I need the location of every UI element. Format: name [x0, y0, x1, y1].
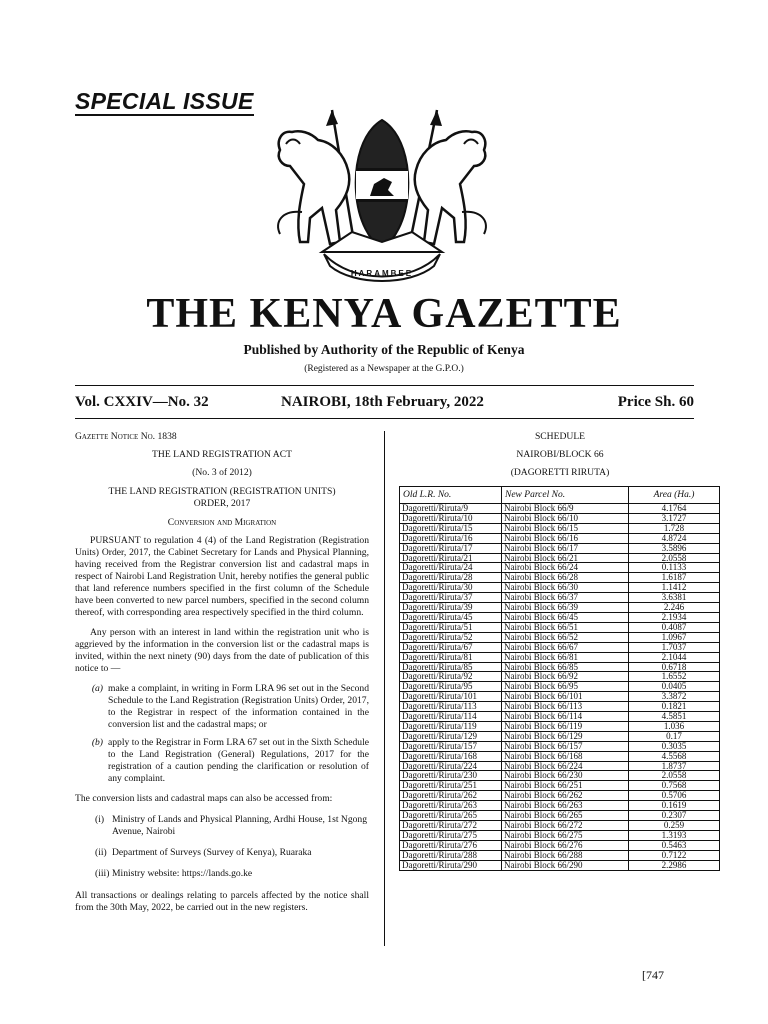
old-lr-cell: Dagoretti/Riruta/129 — [400, 731, 502, 741]
old-lr-cell: Dagoretti/Riruta/119 — [400, 721, 502, 731]
new-parcel-cell: Nairobi Block 66/37 — [502, 593, 629, 603]
area-cell: 0.1619 — [629, 801, 720, 811]
list-text: Ministry of Lands and Physical Planning, Ardhi House, 1st Ngong Avenue, Nairobi — [112, 814, 368, 837]
schedule-title: SCHEDULE — [534, 431, 586, 442]
new-parcel-cell: Nairobi Block 66/92 — [502, 672, 629, 682]
new-parcel-cell: Nairobi Block 66/16 — [502, 533, 629, 543]
closing-paragraph: All transactions or dealings relating to parcels affected by the notice shall from the 30th May, 2022, be carried out in the new registers. — [75, 890, 369, 913]
item-text: make a complaint, in writing in Form LRA 96 set out in the Second Schedule to the Land Registration (Registration Units) Order, 2017, to the Registrar in respect of the information contained in the conversion list and the cadastral maps; or — [108, 683, 369, 730]
area-cell: 0.5463 — [629, 840, 720, 850]
area-cell: 2.1044 — [629, 652, 720, 662]
item-label: (a) — [91, 683, 103, 694]
new-parcel-cell: Nairobi Block 66/114 — [502, 712, 629, 722]
old-lr-cell: Dagoretti/Riruta/265 — [400, 811, 502, 821]
area-cell: 0.6718 — [629, 662, 720, 672]
item-label: (b) — [91, 737, 103, 748]
item-text: apply to the Registrar in Form LRA 67 set out in the Sixth Schedule to the Land Registration (General) Regulations, 2017 for the registration of a caution pending the clarification or resolution of any complaint. — [108, 737, 369, 784]
table-row — [400, 712, 720, 722]
old-lr-cell: Dagoretti/Riruta/230 — [400, 771, 502, 781]
access-item-iii — [75, 868, 369, 880]
place-date: NAIROBI, 18th February, 2022 — [281, 394, 484, 410]
masthead-rule-bottom — [75, 418, 694, 419]
new-parcel-cell: Nairobi Block 66/113 — [502, 702, 629, 712]
column-divider — [384, 431, 385, 946]
area-cell: 2.1934 — [629, 612, 720, 622]
table-row — [400, 781, 720, 791]
table-row — [400, 563, 720, 573]
old-lr-cell: Dagoretti/Riruta/81 — [400, 652, 502, 662]
new-parcel-cell: Nairobi Block 66/230 — [502, 771, 629, 781]
area-cell: 1.6552 — [629, 672, 720, 682]
column-header: New Parcel No. — [502, 487, 629, 504]
masthead-rule-top — [75, 385, 694, 386]
new-parcel-cell: Nairobi Block 66/129 — [502, 731, 629, 741]
new-parcel-cell: Nairobi Block 66/30 — [502, 583, 629, 593]
old-lr-cell: Dagoretti/Riruta/30 — [400, 583, 502, 593]
old-lr-cell: Dagoretti/Riruta/52 — [400, 632, 502, 642]
order-title: THE LAND REGISTRATION (REGISTRATION UNITS) ORDER, 2017 — [108, 486, 336, 509]
table-row — [400, 622, 720, 632]
new-parcel-cell: Nairobi Block 66/101 — [502, 692, 629, 702]
old-lr-cell: Dagoretti/Riruta/67 — [400, 642, 502, 652]
area-cell: 1.0967 — [629, 632, 720, 642]
notice-paragraph-1: PURSUANT to regulation 4 (4) of the Land Registration (Registration Units) Order, 2017, the Cabinet Secretary for Lands and Physical Planning, having received from the Registrar conversion list and cadastral maps in respect of Nairobi Land Registration Unit, hereby notifies the general public that land reference numbers specified in the first column of the Schedule have been converted to new parcel numbers, specified in the second column thereof, with corresponding area respectively specified in the third column. — [75, 535, 369, 618]
new-parcel-cell: Nairobi Block 66/95 — [502, 682, 629, 692]
area-cell: 2.246 — [629, 603, 720, 613]
old-lr-cell: Dagoretti/Riruta/251 — [400, 781, 502, 791]
area-cell: 0.259 — [629, 821, 720, 831]
table-row — [400, 573, 720, 583]
table-row — [400, 553, 720, 563]
new-parcel-cell: Nairobi Block 66/276 — [502, 840, 629, 850]
old-lr-cell: Dagoretti/Riruta/9 — [400, 504, 502, 514]
area-cell: 1.6187 — [629, 573, 720, 583]
old-lr-cell: Dagoretti/Riruta/39 — [400, 603, 502, 613]
table-header-row — [400, 487, 720, 504]
new-parcel-cell: Nairobi Block 66/39 — [502, 603, 629, 613]
area-cell: 0.3035 — [629, 741, 720, 751]
table-row — [400, 850, 720, 860]
new-parcel-cell: Nairobi Block 66/263 — [502, 801, 629, 811]
column-header: Old L.R. No. — [400, 487, 502, 504]
area-cell: 4.8724 — [629, 533, 720, 543]
table-row — [400, 692, 720, 702]
page-number: [747 — [642, 968, 664, 982]
table-row — [400, 504, 720, 514]
act-title: THE LAND REGISTRATION ACT — [152, 449, 292, 460]
area-cell: 0.5706 — [629, 791, 720, 801]
table-row — [400, 860, 720, 870]
table-row — [400, 830, 720, 840]
notice-item-a — [75, 683, 369, 731]
schedule-area: (DAGORETTI RIRUTA) — [510, 467, 610, 478]
area-cell: 0.7122 — [629, 850, 720, 860]
new-parcel-cell: Nairobi Block 66/45 — [502, 612, 629, 622]
list-label: (iii) — [95, 868, 110, 879]
new-parcel-cell: Nairobi Block 66/288 — [502, 850, 629, 860]
table-row — [400, 840, 720, 850]
table-row — [400, 751, 720, 761]
old-lr-cell: Dagoretti/Riruta/17 — [400, 543, 502, 553]
table-row — [400, 721, 720, 731]
table-row — [400, 811, 720, 821]
table-row — [400, 593, 720, 603]
old-lr-cell: Dagoretti/Riruta/276 — [400, 840, 502, 850]
new-parcel-cell: Nairobi Block 66/265 — [502, 811, 629, 821]
old-lr-cell: Dagoretti/Riruta/272 — [400, 821, 502, 831]
new-parcel-cell: Nairobi Block 66/9 — [502, 504, 629, 514]
new-parcel-cell: Nairobi Block 66/21 — [502, 553, 629, 563]
new-parcel-cell: Nairobi Block 66/85 — [502, 662, 629, 672]
gazette-notice — [75, 431, 369, 914]
area-cell: 0.17 — [629, 731, 720, 741]
new-parcel-cell: Nairobi Block 66/157 — [502, 741, 629, 751]
new-parcel-cell: Nairobi Block 66/224 — [502, 761, 629, 771]
table-row — [400, 523, 720, 533]
notice-paragraph-2: Any person with an interest in land within the registration unit who is aggrieved by the information in the conversion list or the cadastral maps is invited, within the next ninety (90) days from the date of publication of this notice to — — [75, 627, 369, 674]
table-row — [400, 741, 720, 751]
new-parcel-cell: Nairobi Block 66/24 — [502, 563, 629, 573]
area-cell: 3.1727 — [629, 513, 720, 523]
table-row — [400, 612, 720, 622]
old-lr-cell: Dagoretti/Riruta/224 — [400, 761, 502, 771]
new-parcel-cell: Nairobi Block 66/15 — [502, 523, 629, 533]
area-cell: 4.1764 — [629, 504, 720, 514]
area-cell: 0.0405 — [629, 682, 720, 692]
access-intro: The conversion lists and cadastral maps can also be accessed from: — [75, 793, 333, 804]
old-lr-cell: Dagoretti/Riruta/288 — [400, 850, 502, 860]
table-row — [400, 583, 720, 593]
new-parcel-cell: Nairobi Block 66/51 — [502, 622, 629, 632]
notice-heading: Conversion and Migration — [167, 517, 277, 528]
area-cell: 0.7568 — [629, 781, 720, 791]
schedule-block: NAIROBI/BLOCK 66 — [516, 449, 604, 460]
area-cell: 0.4087 — [629, 622, 720, 632]
kenya-coat-of-arms — [262, 92, 502, 288]
area-cell: 3.3872 — [629, 692, 720, 702]
table-row — [400, 761, 720, 771]
old-lr-cell: Dagoretti/Riruta/51 — [400, 622, 502, 632]
new-parcel-cell: Nairobi Block 66/119 — [502, 721, 629, 731]
new-parcel-cell: Nairobi Block 66/67 — [502, 642, 629, 652]
crest-motto: HARAMBEE — [350, 269, 414, 278]
area-cell: 2.0558 — [629, 553, 720, 563]
area-cell: 2.2986 — [629, 860, 720, 870]
list-text: Department of Surveys (Survey of Kenya), Ruaraka — [112, 847, 312, 858]
old-lr-cell: Dagoretti/Riruta/113 — [400, 702, 502, 712]
area-cell: 1.728 — [629, 523, 720, 533]
table-row — [400, 662, 720, 672]
area-cell: 1.8737 — [629, 761, 720, 771]
old-lr-cell: Dagoretti/Riruta/16 — [400, 533, 502, 543]
new-parcel-cell: Nairobi Block 66/290 — [502, 860, 629, 870]
table-row — [400, 652, 720, 662]
price: Price Sh. 60 — [617, 394, 694, 410]
old-lr-cell: Dagoretti/Riruta/37 — [400, 593, 502, 603]
new-parcel-cell: Nairobi Block 66/81 — [502, 652, 629, 662]
old-lr-cell: Dagoretti/Riruta/157 — [400, 741, 502, 751]
table-row — [400, 771, 720, 781]
new-parcel-cell: Nairobi Block 66/52 — [502, 632, 629, 642]
table-row — [400, 731, 720, 741]
old-lr-cell: Dagoretti/Riruta/21 — [400, 553, 502, 563]
old-lr-cell: Dagoretti/Riruta/15 — [400, 523, 502, 533]
old-lr-cell: Dagoretti/Riruta/290 — [400, 860, 502, 870]
area-cell: 4.5568 — [629, 751, 720, 761]
old-lr-cell: Dagoretti/Riruta/168 — [400, 751, 502, 761]
area-cell: 3.6381 — [629, 593, 720, 603]
new-parcel-cell: Nairobi Block 66/10 — [502, 513, 629, 523]
old-lr-cell: Dagoretti/Riruta/114 — [400, 712, 502, 722]
area-cell: 4.5851 — [629, 712, 720, 722]
table-row — [400, 603, 720, 613]
new-parcel-cell: Nairobi Block 66/17 — [502, 543, 629, 553]
table-row — [400, 513, 720, 523]
list-label: (ii) — [95, 847, 107, 858]
new-parcel-cell: Nairobi Block 66/28 — [502, 573, 629, 583]
published-by: Published by Authority of the Republic of Kenya — [243, 342, 525, 357]
new-parcel-cell: Nairobi Block 66/168 — [502, 751, 629, 761]
area-cell: 1.7037 — [629, 642, 720, 652]
old-lr-cell: Dagoretti/Riruta/24 — [400, 563, 502, 573]
access-item-i — [75, 814, 369, 838]
table-row — [400, 543, 720, 553]
table-row — [400, 672, 720, 682]
area-cell: 1.3193 — [629, 830, 720, 840]
registered-note: (Registered as a Newspaper at the G.P.O.) — [304, 364, 464, 374]
area-cell: 0.1133 — [629, 563, 720, 573]
special-issue-label: SPECIAL ISSUE — [75, 88, 254, 114]
area-cell: 1.036 — [629, 721, 720, 731]
area-cell: 1.1412 — [629, 583, 720, 593]
table-row — [400, 682, 720, 692]
old-lr-cell: Dagoretti/Riruta/45 — [400, 612, 502, 622]
table-row — [400, 702, 720, 712]
area-cell: 0.2307 — [629, 811, 720, 821]
volume-number: Vol. CXXIV—No. 32 — [75, 394, 209, 410]
new-parcel-cell: Nairobi Block 66/272 — [502, 821, 629, 831]
list-label: (i) — [95, 814, 105, 825]
gazette-title: THE KENYA GAZETTE — [146, 291, 622, 337]
table-row — [400, 791, 720, 801]
new-parcel-cell: Nairobi Block 66/275 — [502, 830, 629, 840]
schedule — [399, 431, 721, 871]
old-lr-cell: Dagoretti/Riruta/28 — [400, 573, 502, 583]
notice-number: Gazette Notice No. 1838 — [75, 431, 177, 442]
notice-item-b — [75, 737, 369, 785]
parcel-table-body — [400, 504, 720, 871]
access-item-ii — [75, 847, 369, 859]
table-row — [400, 821, 720, 831]
table-row — [400, 642, 720, 652]
area-cell: 2.0558 — [629, 771, 720, 781]
new-parcel-cell: Nairobi Block 66/251 — [502, 781, 629, 791]
parcel-table — [399, 486, 720, 871]
old-lr-cell: Dagoretti/Riruta/262 — [400, 791, 502, 801]
new-parcel-cell: Nairobi Block 66/262 — [502, 791, 629, 801]
table-row — [400, 533, 720, 543]
list-text: Ministry website: https://lands.go.ke — [112, 868, 253, 879]
old-lr-cell: Dagoretti/Riruta/101 — [400, 692, 502, 702]
table-row — [400, 632, 720, 642]
old-lr-cell: Dagoretti/Riruta/92 — [400, 672, 502, 682]
table-row — [400, 801, 720, 811]
old-lr-cell: Dagoretti/Riruta/10 — [400, 513, 502, 523]
old-lr-cell: Dagoretti/Riruta/95 — [400, 682, 502, 692]
area-cell: 0.1821 — [629, 702, 720, 712]
old-lr-cell: Dagoretti/Riruta/263 — [400, 801, 502, 811]
old-lr-cell: Dagoretti/Riruta/275 — [400, 830, 502, 840]
old-lr-cell: Dagoretti/Riruta/85 — [400, 662, 502, 672]
column-header: Area (Ha.) — [629, 487, 720, 504]
act-number: (No. 3 of 2012) — [192, 467, 252, 478]
area-cell: 3.5896 — [629, 543, 720, 553]
